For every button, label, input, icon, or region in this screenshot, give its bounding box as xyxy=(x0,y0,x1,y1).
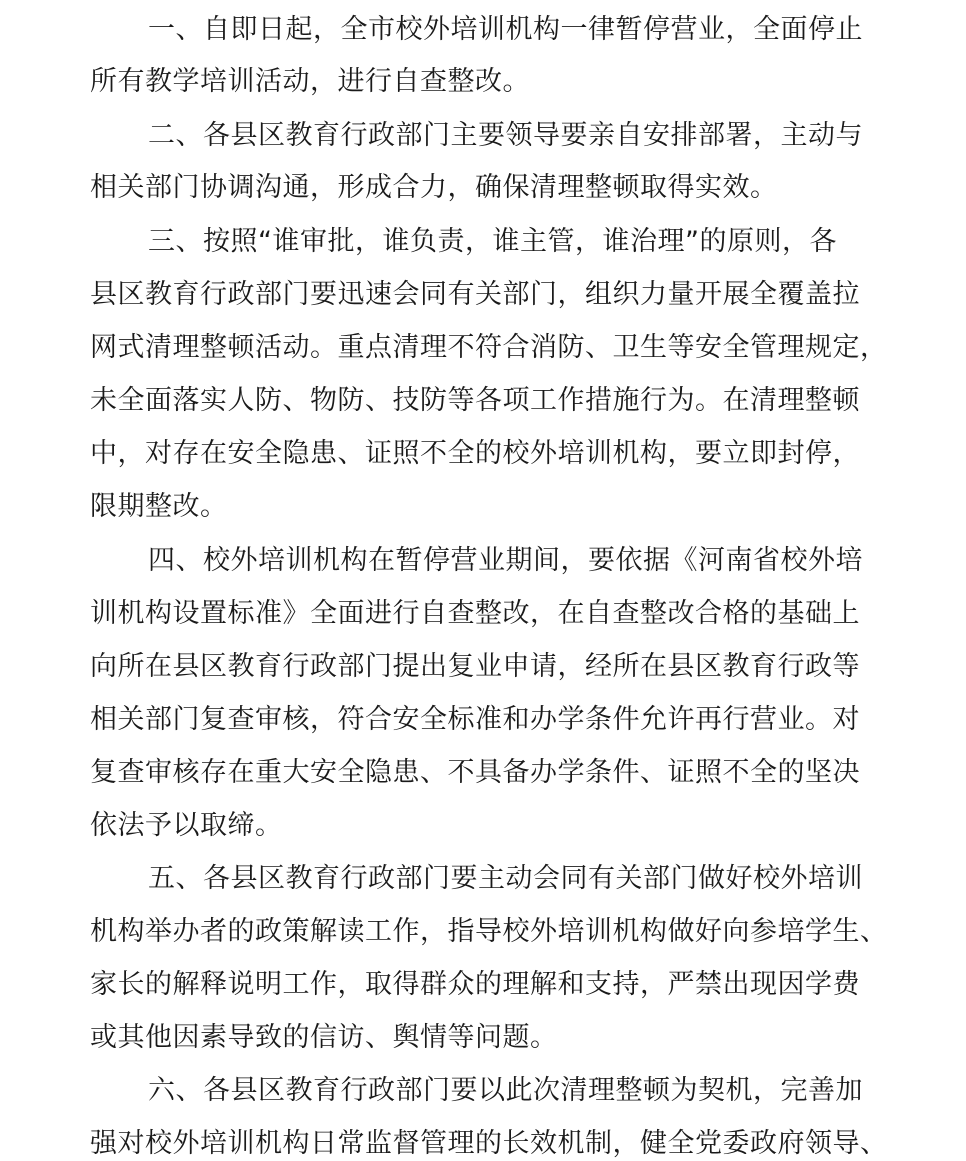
paragraph-5-line-3: 家长的解释说明工作，取得群众的理解和支持，严禁出现因学费 xyxy=(90,969,860,1000)
paragraph-6-line-2: 强对校外培训机构日常监督管理的长效机制，健全党委政府领导、 xyxy=(90,1128,888,1159)
paragraph-6-line-1: 六、各县区教育行政部门要以此次清理整顿为契机，完善加 xyxy=(148,1075,863,1106)
paragraph-4-line-6: 依法予以取缔。 xyxy=(90,810,283,841)
paragraph-4-line-1: 四、校外培训机构在暂停营业期间，要依据《河南省校外培 xyxy=(148,545,863,576)
paragraph-1-line-2: 所有教学培训活动，进行自查整改。 xyxy=(90,66,530,97)
paragraph-5-line-1: 五、各县区教育行政部门要主动会同有关部门做好校外培训 xyxy=(148,863,863,894)
paragraph-3-line-3: 网式清理整顿活动。重点清理不符合消防、卫生等安全管理规定， xyxy=(90,332,888,363)
paragraph-3-line-1: 三、按照“谁审批，谁负责，谁主管，谁治理”的原则，各 xyxy=(148,226,837,257)
paragraph-3-line-6: 限期整改。 xyxy=(90,491,228,522)
paragraph-1-line-1: 一、自即日起，全市校外培训机构一律暂停营业，全面停止 xyxy=(148,14,863,45)
paragraph-3-line-5: 中，对存在安全隐患、证照不全的校外培训机构，要立即封停， xyxy=(90,438,860,469)
paragraph-5-line-4: 或其他因素导致的信访、舆情等问题。 xyxy=(90,1022,558,1053)
paragraph-2-line-1: 二、各县区教育行政部门主要领导要亲自安排部署，主动与 xyxy=(148,120,863,151)
paragraph-4-line-3: 向所在县区教育行政部门提出复业申请，经所在县区教育行政等 xyxy=(90,651,860,682)
paragraph-3-line-2: 县区教育行政部门要迅速会同有关部门，组织力量开展全覆盖拉 xyxy=(90,279,860,310)
paragraph-3-line-4: 未全面落实人防、物防、技防等各项工作措施行为。在清理整顿 xyxy=(90,385,860,416)
paragraph-4-line-2: 训机构设置标准》全面进行自查整改，在自查整改合格的基础上 xyxy=(90,598,860,629)
paragraph-5-line-2: 机构举办者的政策解读工作，指导校外培训机构做好向参培学生、 xyxy=(90,916,888,947)
paragraph-4-line-5: 复查审核存在重大安全隐患、不具备办学条件、证照不全的坚决 xyxy=(90,757,860,788)
paragraph-2-line-2: 相关部门协调沟通，形成合力，确保清理整顿取得实效。 xyxy=(90,172,778,203)
paragraph-4-line-4: 相关部门复查审核，符合安全标准和办学条件允许再行营业。对 xyxy=(90,704,860,735)
